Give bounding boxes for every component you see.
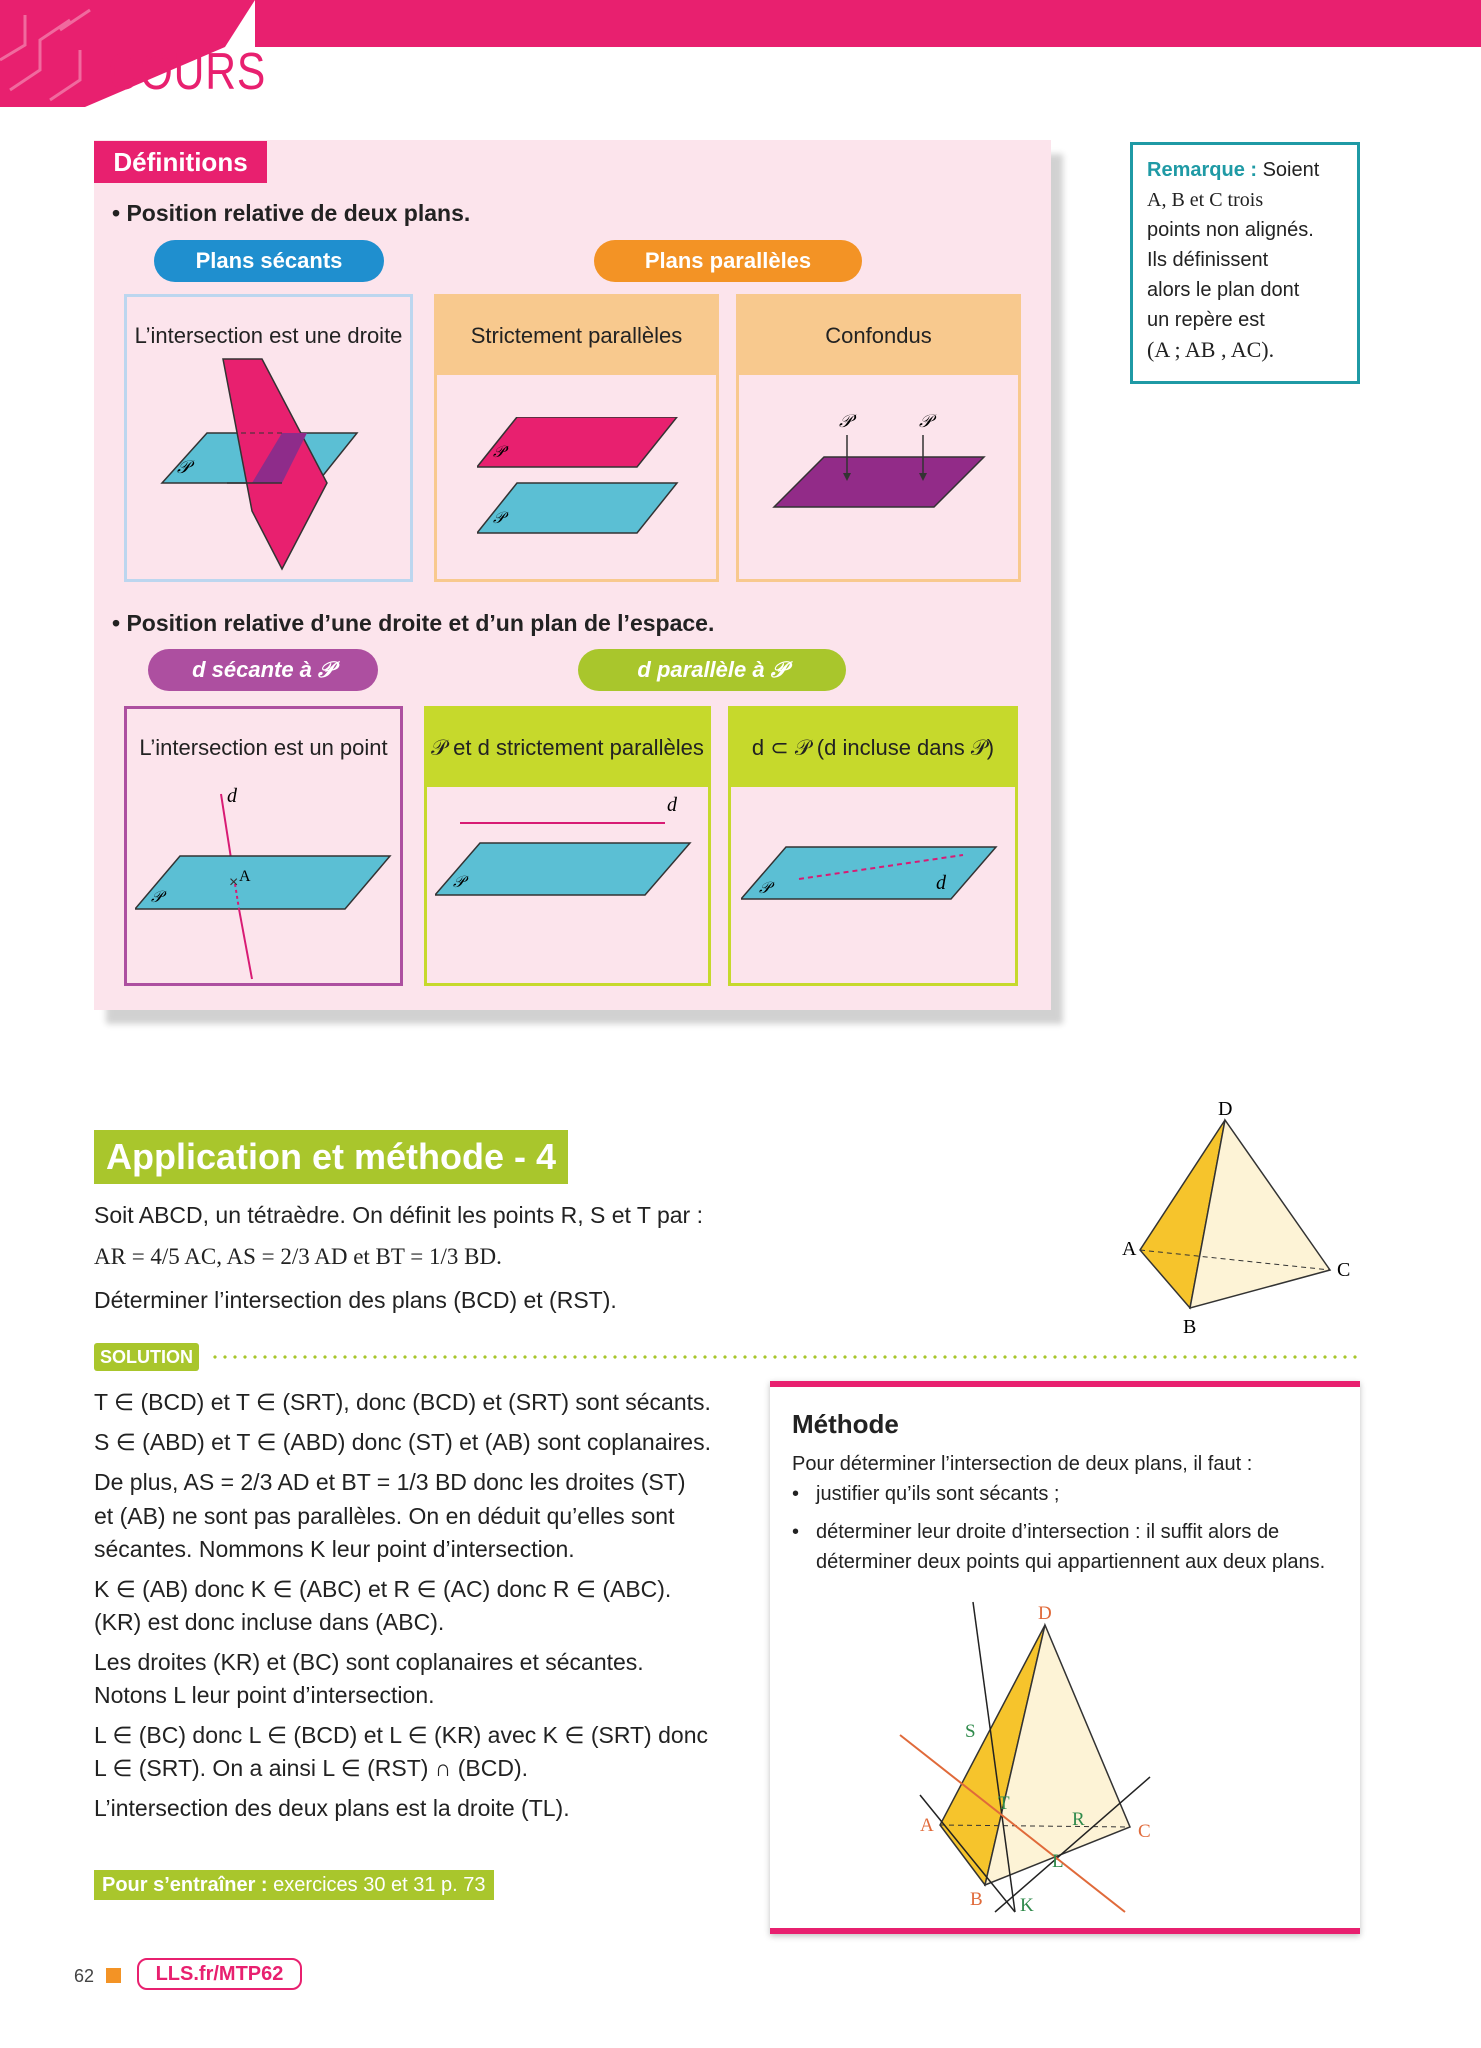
solution-p3a: De plus, AS = 2/3 AD et BT = 1/3 BD donc les droites (ST) <box>94 1469 686 1495</box>
label-p: 𝒫 <box>151 889 163 906</box>
header-bar <box>255 0 1481 47</box>
solution-p4a: K ∈ (AB) donc K ∈ (ABC) et R ∈ (AC) donc R ∈ (ABC). <box>94 1576 672 1602</box>
label-l: L <box>1052 1851 1064 1872</box>
training-text: exercices 30 et 31 p. 73 <box>267 1874 486 1896</box>
solution-p7: L’intersection des deux plans est la droite (TL). <box>94 1795 570 1821</box>
methode-intro: Pour déterminer l’intersection de deux plans, il faut : <box>792 1453 1253 1475</box>
pill-plans-paralleles: Plans parallèles <box>594 240 862 282</box>
solution-p2: S ∈ (ABD) et T ∈ (ABD) donc (ST) et (AB) sont coplanaires. <box>94 1429 711 1455</box>
card-point-label: L’intersection est un point <box>127 709 400 787</box>
remarque-line: Soient <box>1257 159 1320 181</box>
label-p: 𝒫 <box>453 874 465 891</box>
label-p: 𝒫 <box>177 457 190 477</box>
label-k: K <box>1020 1895 1034 1916</box>
label-pp: 𝒫' <box>839 411 856 431</box>
remarque-line: alors le plan dont <box>1147 279 1300 301</box>
application-text-2: AR = 4/5 AC, AS = 2/3 AD et BT = 1/3 BD. <box>94 1244 502 1269</box>
label-s: S <box>965 1721 976 1742</box>
solution-p6b: L ∈ (SRT). On a ainsi L ∈ (RST) ∩ (BCD). <box>94 1755 529 1781</box>
line-in-plane-figure <box>741 839 1011 909</box>
methode-figure <box>880 1587 1260 1917</box>
card-confondus-label: Confondus <box>739 297 1018 375</box>
label-c: C <box>1337 1259 1351 1281</box>
tetrahedron-figure <box>1100 1095 1370 1335</box>
definitions-tab: Définitions <box>94 141 267 183</box>
solution-tag: SOLUTION <box>94 1343 199 1371</box>
label-r: R <box>1072 1809 1085 1830</box>
training-banner[interactable] <box>94 1870 494 1900</box>
label-d: d <box>227 785 237 807</box>
label-t: T <box>998 1793 1010 1814</box>
methode-bullet-2b: déterminer deux points qui appartiennent aux deux plans. <box>816 1551 1326 1573</box>
footer-square-icon <box>106 1968 121 1983</box>
label-d: d <box>936 872 946 894</box>
bullet-line-plane: • Position relative d’une droite et d’un plan de l’espace. <box>112 610 715 636</box>
label-pp: 𝒫' <box>493 444 508 461</box>
solution-p4b: (KR) est donc incluse dans (ABC). <box>94 1609 445 1635</box>
training-label: Pour s’entraîner : <box>102 1874 268 1896</box>
label-a: A <box>920 1815 934 1836</box>
pill-plans-secants: Plans sécants <box>154 240 384 282</box>
remarque-line: points non alignés. <box>1147 219 1314 241</box>
dotted-separator <box>210 1355 1360 1359</box>
card-strictly-parallel-line <box>424 706 711 986</box>
card-strict-label: Strictement parallèles <box>437 297 716 375</box>
svg-text:×: × <box>229 874 239 891</box>
label-b: B <box>1183 1316 1197 1335</box>
section-title: COURS <box>108 43 267 101</box>
solution-p5a: Les droites (KR) et (BC) sont coplanaires et sécantes. <box>94 1649 644 1675</box>
parallel-planes-figure <box>477 417 687 547</box>
solution-p6a: L ∈ (BC) donc L ∈ (BCD) et L ∈ (KR) avec K ∈ (SRT) donc <box>94 1722 708 1748</box>
bullet-two-planes: • Position relative de deux plans. <box>112 200 471 226</box>
line-parallel-plane-figure <box>435 789 705 909</box>
remarque-line: (A ; AB , AC). <box>1147 337 1275 362</box>
label-d: D <box>1218 1098 1233 1120</box>
label-c: C <box>1138 1821 1151 1842</box>
label-p: 𝒫 <box>493 510 505 527</box>
methode-bullet-2a: déterminer leur droite d’intersection : il suffit alors de <box>816 1521 1280 1543</box>
label-b: B <box>970 1889 983 1910</box>
card-plans-secants <box>124 294 413 582</box>
application-title: Application et méthode - 4 <box>94 1130 568 1184</box>
remarque-line: A, B et C trois <box>1147 189 1264 211</box>
card-intersection-point <box>124 706 403 986</box>
application-text-1: Soit ABCD, un tétraèdre. On définit les points R, S et T par : <box>94 1202 703 1228</box>
solution-p3c: sécantes. Nommons K leur point d’intersection. <box>94 1536 575 1562</box>
methode-box: Méthode Pour déterminer l’intersection de deux plans, il faut : • justifier qu’ils sont sécants ; • déterminer leur droite d’intersection : il suffit alors de déterminer deux points qui appartiennent aux deux plans. D A B C S T R L K <box>770 1381 1360 1934</box>
application-text-3: Déterminer l’intersection des plans (BCD) et (RST). <box>94 1287 617 1313</box>
label-d: D <box>1038 1603 1052 1624</box>
card-line-included <box>728 706 1018 986</box>
methode-title: Méthode <box>792 1409 899 1439</box>
page-number: 62 <box>74 1966 95 1986</box>
solution-p1: T ∈ (BCD) et T ∈ (SRT), donc (BCD) et (SRT) sont sécants. <box>94 1389 711 1415</box>
pill-d-secante: d sécante à 𝒫 <box>148 649 378 691</box>
label-a: A <box>1122 1238 1137 1260</box>
card-line-strict-label: 𝒫 et d strictement parallèles <box>427 709 708 787</box>
solution-p5b: Notons L leur point d’intersection. <box>94 1682 435 1708</box>
pill-d-parallele: d parallèle à 𝒫 <box>578 649 846 691</box>
card-incluse-label: d ⊂ 𝒫 (d incluse dans 𝒫) <box>731 709 1015 787</box>
label-a: A <box>239 868 251 885</box>
card-strictement-paralleles <box>434 294 719 582</box>
solution-p3b: et (AB) ne sont pas parallèles. On en déduit qu’elles sont <box>94 1503 675 1529</box>
remarque-title: Remarque : <box>1147 159 1258 181</box>
remarque-box <box>1130 142 1360 384</box>
card-secants-label: L’intersection est une droite <box>127 297 410 375</box>
label-p: 𝒫 <box>759 880 771 897</box>
secant-planes-figure <box>157 351 387 571</box>
remarque-line: un repère est <box>1147 309 1265 331</box>
methode-bullet-1: justifier qu’ils sont sécants ; <box>816 1483 1060 1505</box>
label-p: 𝒫 <box>919 411 932 431</box>
card-confondus <box>736 294 1021 582</box>
label-d: d <box>667 794 677 816</box>
coincident-planes-figure <box>769 407 989 517</box>
line-secant-plane-figure <box>135 774 395 984</box>
lls-link[interactable]: LLS.fr/MTP62 <box>137 1958 302 1990</box>
remarque-line: Ils définissent <box>1147 249 1269 271</box>
